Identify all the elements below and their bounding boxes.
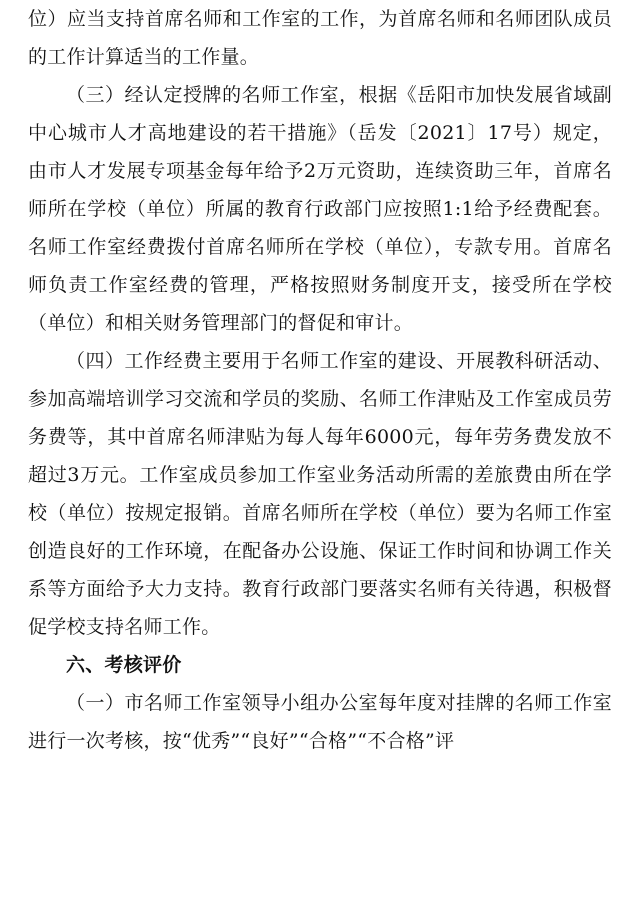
paragraph-3-funding: （三）经认定授牌的名师工作室，根据《岳阳市加快发展省域副中心城市人才高地建设的若干措施》（岳发〔2021〕17号）规定，由市人才发展专项基金每年给予2万元资助，连续资助三年，首席名师所在学校（单位）所属的教育行政部门应按照1:1给予经费配套。名师工作室经费拨付首席名师所在学校（单位），专款专用。首席名师负责工作室经费的管理，严格按照财务制度开支，接受所在学校（单位）和相关财务管理部门的督促和审计。	[28, 84, 612, 334]
paragraph-4-expenses: （四）工作经费主要用于名师工作室的建设、开展教科研活动、参加高端培训学习交流和学员的奖励、名师工作津贴及工作室成员劳务费等，其中首席名师津贴为每人每年6000元，每年劳务费发放不超过3万元。工作室成员参加工作室业务活动所需的差旅费由所在学校（单位）按规定报销。首席名师所在学校（单位）要为名师工作室创造良好的工作环境，在配备办公设施、保证工作时间和协调工作关系等方面给予大力支持。教育行政部门要落实名师有关待遇，积极督促学校支持名师工作。	[28, 350, 612, 638]
section-6-heading: 六、考核评价	[66, 654, 182, 676]
document-page	[28, 0, 612, 760]
paragraph-continued: 位）应当支持首席名师和工作室的工作，为首席名师和名师团队成员的工作计算适当的工作量。	[28, 8, 612, 68]
section-6-paragraph-1: （一）市名师工作室领导小组办公室每年度对挂牌的名师工作室进行一次考核，按“优秀”“良好”“合格”“不合格”评	[28, 692, 612, 752]
